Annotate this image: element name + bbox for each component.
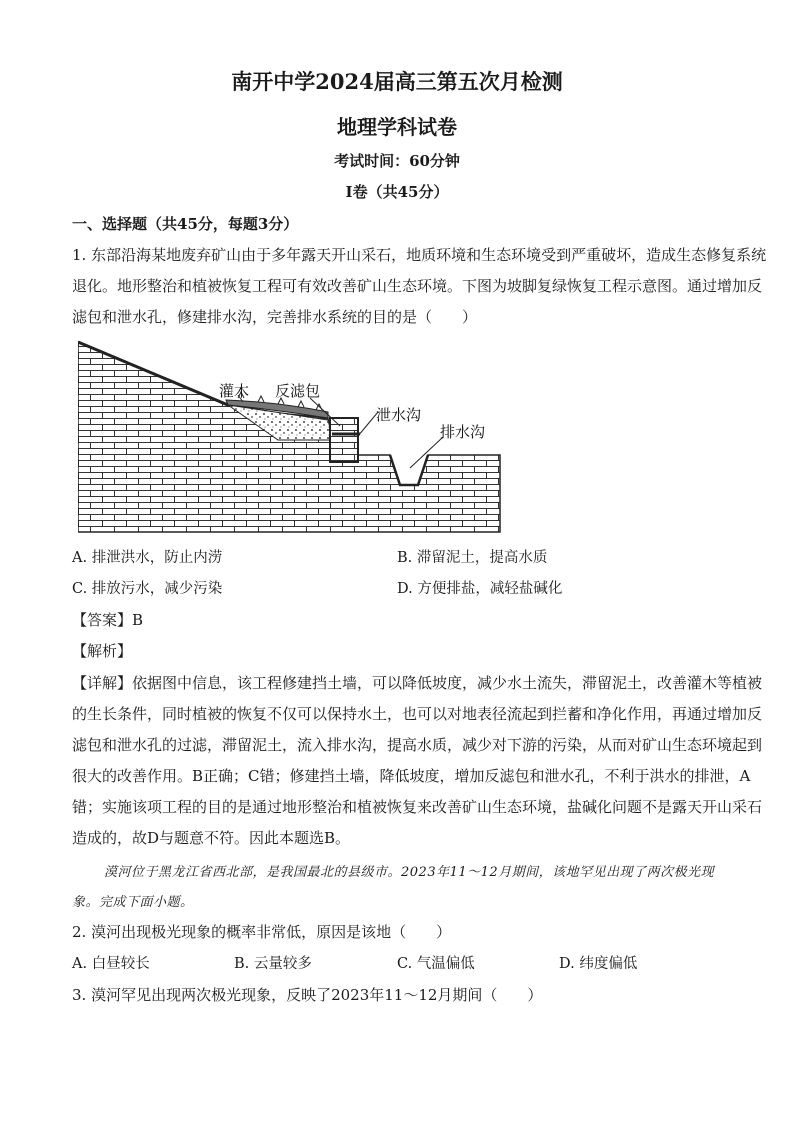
q1-detail-line-3: 滤包和泄水孔的过滤，滞留泥土，流入排水沟，提高水质，减少对下游的污染，从而对矿山生态环境起到 [72, 736, 763, 754]
q1-detail-line-4: 很大的改善作用。B正确；C错；修建挡土墙，降低坡度，增加反滤包和泄水孔，不利于洪水的排泄，A [72, 767, 751, 785]
q2-option-c: C. 气温偏低 [397, 956, 475, 972]
section-heading: 一、选择题（共45分，每题3分） [72, 215, 299, 233]
q2-option-b: B. 云量较多 [234, 956, 312, 972]
q1-detail-line-2: 的生长条件，同时植被的恢复不仅可以保持水土，也可以对地表径流起到拦蓄和净化作用，再通过增加反 [72, 705, 763, 723]
q1-option-b: B. 滞留泥土，提高水质 [397, 550, 548, 566]
subject-title: 地理学科试卷 [337, 115, 457, 139]
label-filter-bag: 反滤包 [275, 383, 321, 400]
q1-detail-line-5: 错；实施该项工程的目的是通过地形整治和植被恢复来改善矿山生态环境，盐碱化问题不是露天开山采石 [72, 798, 763, 816]
q1-option-d: D. 方便排盐，减轻盐碱化 [397, 581, 563, 597]
q1-stem-line-2: 退化。地形整治和植被恢复工程可有效改善矿山生态环境。下图为坡脚复绿恢复工程示意图。通过增加反 [72, 277, 763, 295]
q3-stem: 3. 漠河罕见出现两次极光现象，反映了2023年11～12月期间（ ） [72, 986, 543, 1004]
q1-detail-line-6: 造成的，故D与题意不符。因此本题选B。 [72, 829, 351, 847]
q1-answer: 【答案】B [72, 611, 144, 629]
group2-intro-line-1: 漠河位于黑龙江省西北部，是我国最北的县级市。2023年11～12月期间，该地罕见出现了两次极光现 [104, 865, 715, 880]
q1-stem-line-3: 滤包和泄水孔，修建排水沟，完善排水系统的目的是（ ） [72, 308, 478, 326]
exam-title: 南开中学2024届高三第五次月检测 [231, 69, 563, 94]
q1-stem-line-1: 1. 东部沿海某地废弃矿山由于多年露天开山采石，地质环境和生态环境受到严重破坏，造成生态修复系统 [72, 246, 767, 264]
q1-detail-line-1: 【详解】依据图中信息，该工程修建挡土墙，可以降低坡度，减少水土流失，滞留泥土，改善灌木等植被 [72, 674, 763, 692]
label-shrub: 灌木 [219, 383, 250, 400]
group2-intro-line-2: 象。完成下面小题。 [72, 895, 194, 910]
q1-option-a: A. 排泄洪水，防止内涝 [72, 550, 223, 566]
q1-analysis-heading: 【解析】 [72, 642, 133, 660]
q1-option-c: C. 排放污水，减少污染 [72, 581, 223, 597]
q2-option-d: D. 纬度偏低 [559, 956, 638, 972]
retaining-wall [330, 418, 358, 462]
volume-title: I卷（共45分） [345, 183, 449, 201]
q2-option-a: A. 白昼较长 [72, 956, 150, 972]
label-drain-ditch: 排水沟 [440, 424, 486, 441]
exam-time: 考试时间：60分钟 [334, 152, 460, 170]
label-drain-hole: 泄水沟 [376, 407, 422, 424]
slope-restoration-diagram [78, 340, 503, 535]
q2-stem: 2. 漠河出现极光现象的概率非常低，原因是该地（ ） [72, 923, 452, 941]
